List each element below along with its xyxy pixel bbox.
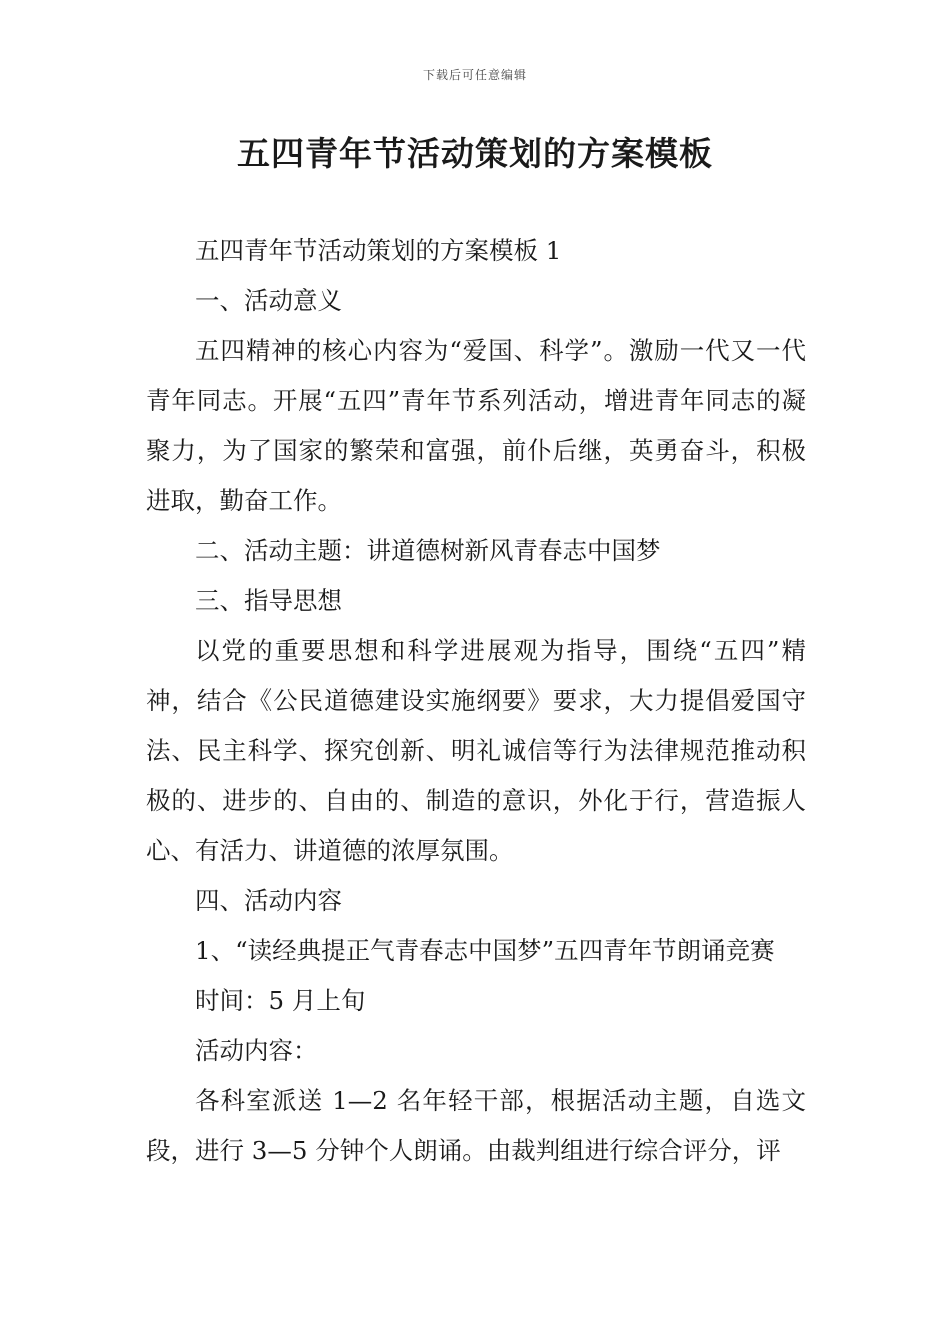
paragraph-heading-content: 四、活动内容	[195, 886, 342, 915]
document-body	[146, 226, 806, 1176]
paragraph-heading-guidance: 三、指导思想	[195, 586, 342, 615]
paragraph-heading-significance: 一、活动意义	[195, 286, 342, 315]
paragraph-activity-detail: 各科室派送 1—2 名年轻干部，根据活动主题，自选文段，进行 3—5 分钟个人朗诵。由裁判组进行综合评分，评	[146, 1086, 806, 1165]
document-title: 五四青年节活动策划的方案模板	[237, 134, 713, 173]
paragraph-guidance: 以党的重要思想和科学进展观为指导，围绕“五四”精神，结合《公民道德建设实施纲要》要求，大力提倡爱国守法、民主科学、探究创新、明礼诚信等行为法律规范推动积极的、进步的、自由的、制造的意识，外化于行，营造振人心、有活力、讲道德的浓厚氛围。	[146, 636, 806, 865]
paragraph-significance: 五四精神的核心内容为“爱国、科学”。激励一代又一代青年同志。开展“五四”青年节系列活动，增进青年同志的凝聚力，为了国家的繁荣和富强，前仆后继，英勇奋斗，积极进取，勤奋工作。	[146, 336, 806, 515]
paragraph-subtitle: 五四青年节活动策划的方案模板 1	[195, 236, 562, 265]
header-note: 下载后可任意编辑	[422, 68, 527, 82]
paragraph-activity-content-label: 活动内容：	[195, 1036, 318, 1065]
paragraph-heading-theme: 二、活动主题：讲道德树新风青春志中国梦	[195, 536, 661, 565]
paragraph-time: 时间：5 月上旬	[195, 986, 366, 1015]
paragraph-item-1: 1、“读经典提正气青春志中国梦”五四青年节朗诵竞赛	[195, 936, 775, 965]
